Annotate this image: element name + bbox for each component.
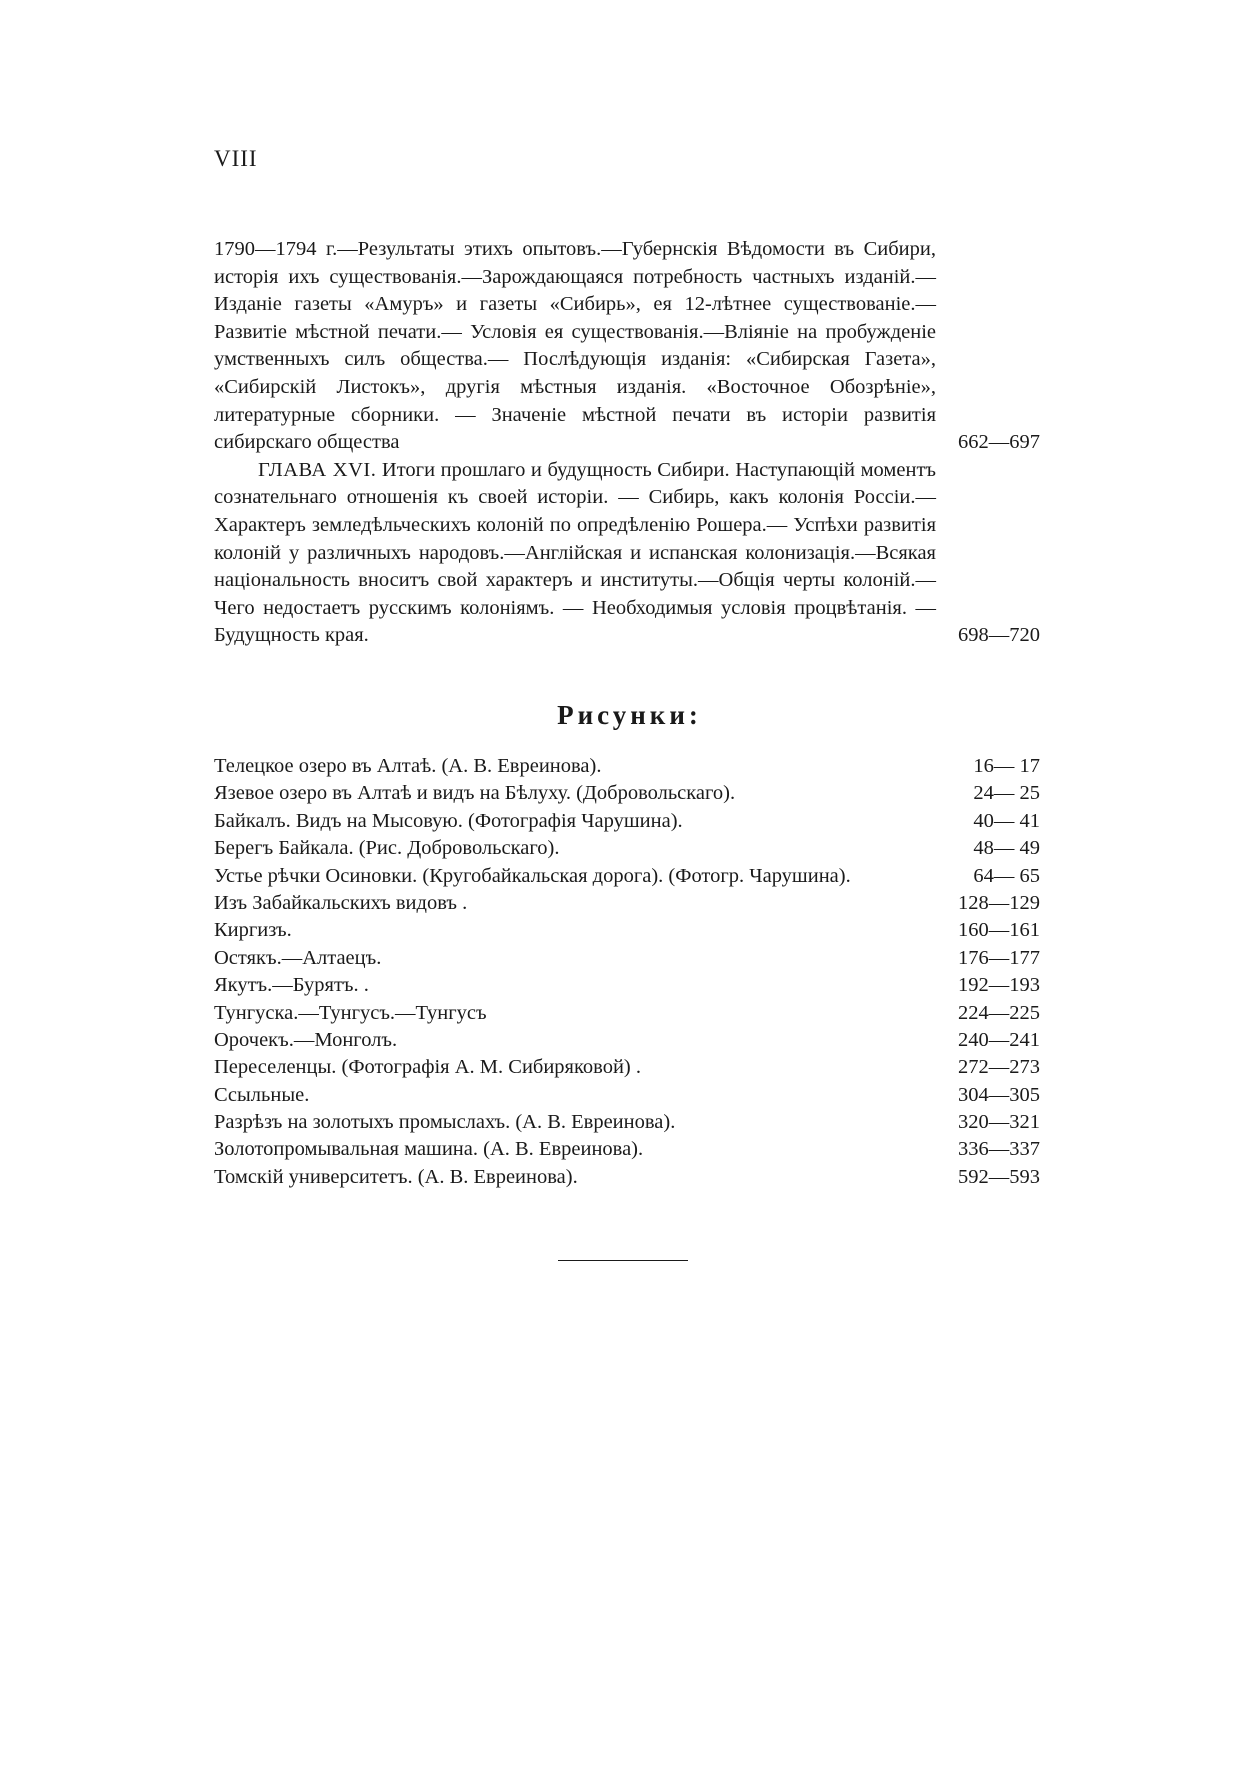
figure-pages: 320—321 bbox=[958, 1111, 1040, 1134]
figure-list-item bbox=[214, 917, 1040, 944]
figure-list-item bbox=[214, 945, 1040, 972]
figure-pages: 16— 17 bbox=[973, 755, 1040, 777]
toc-entry-pages: 662—697 bbox=[958, 431, 1040, 454]
figure-list-item bbox=[214, 753, 1040, 780]
figure-list-item bbox=[214, 835, 1040, 862]
figure-caption: Берегъ Байкала. (Рис. Добровольскаго). bbox=[214, 837, 560, 860]
figure-pages: 64— 65 bbox=[973, 864, 1040, 887]
figures-list bbox=[214, 753, 1040, 1191]
figure-pages: 24— 25 bbox=[973, 782, 1040, 805]
toc-entry-chapter-15-end bbox=[214, 236, 1040, 457]
figure-caption: Томскій университетъ. (А. В. Евреинова). bbox=[214, 1165, 578, 1188]
figure-list-item bbox=[214, 1000, 1040, 1027]
figure-caption: Разрѣзъ на золотыхъ промыслахъ. (А. В. Евреинова). bbox=[214, 1111, 676, 1134]
figure-caption: Байкалъ. Видъ на Мысовую. (Фотографія Чарушина). bbox=[214, 809, 683, 832]
figure-pages: 192—193 bbox=[958, 974, 1040, 997]
figure-caption: Тунгуска.—Тунгусъ.—Тунгусъ bbox=[214, 1001, 487, 1024]
figure-pages: 128—129 bbox=[958, 891, 1040, 914]
figure-list-item bbox=[214, 1054, 1040, 1081]
toc-entry-text bbox=[214, 457, 936, 650]
figure-pages: 592—593 bbox=[958, 1165, 1040, 1188]
table-of-contents-continuation bbox=[214, 236, 1040, 650]
figures-section-title: Рисунки: bbox=[557, 700, 702, 730]
figure-pages: 336—337 bbox=[958, 1138, 1040, 1161]
figure-caption: Изъ Забайкальскихъ видовъ . bbox=[214, 891, 468, 914]
figure-list-item bbox=[214, 1027, 1040, 1054]
toc-entry-pages: 698—720 bbox=[958, 624, 1040, 647]
figure-pages: 224—225 bbox=[958, 1001, 1040, 1024]
figure-caption: Золотопромывальная машина. (А. В. Евреинова). bbox=[214, 1138, 644, 1161]
figure-list-item bbox=[214, 780, 1040, 807]
figure-pages: 240—241 bbox=[958, 1028, 1040, 1051]
figure-pages: 304—305 bbox=[958, 1083, 1040, 1106]
figure-list-item bbox=[214, 972, 1040, 999]
figure-pages: 176—177 bbox=[958, 946, 1040, 969]
figure-caption: Телецкое озеро въ Алтаѣ. (А. В. Евреинова). bbox=[214, 755, 602, 777]
chapter-label: ГЛАВА XVI. bbox=[258, 458, 377, 481]
figure-list-item bbox=[214, 890, 1040, 917]
figure-pages: 272—273 bbox=[958, 1056, 1040, 1079]
end-divider-rule bbox=[558, 1260, 688, 1261]
page-number: VIII bbox=[214, 146, 258, 171]
figure-caption: Орочекъ.—Монголъ. bbox=[214, 1028, 398, 1051]
figure-caption: Киргизъ. bbox=[214, 919, 292, 942]
toc-entry-chapter-16 bbox=[214, 457, 1040, 650]
figure-pages: 48— 49 bbox=[973, 837, 1040, 860]
figure-caption: Остякъ.—Алтаецъ. bbox=[214, 946, 382, 969]
chapter-summary: Итоги прошлаго и будущность Сибири. Наступающій моментъ сознательнаго отношенія къ своей исторіи. — Сибирь, какъ колонія Россіи.—Характеръ земледѣльческихъ колоній по опредѣленію Рошера.— Успѣхи развитія колоній у различныхъ народовъ.—Англійская и испанская колонизація.—Всякая національность вноситъ свой характеръ и институты.—Общія черты колоній.—Чего недостаетъ русскимъ колоніямъ. — Необходимыя условія процвѣтанія. — Будущность края. bbox=[214, 458, 937, 647]
toc-entry-text: 1790—1794 г.—Результаты этихъ опытовъ.—Губернскія Вѣдомости въ Сибири, исторія ихъ существованія.—Зарождающаяся потребность частныхъ изданій.—Изданіе газеты «Амуръ» и газеты «Сибирь», ея 12-лѣтнее существованіе.— Развитіе мѣстной печати.— Условія ея существованія.—Вліяніе на пробужденіе умственныхъ силъ общества.— Послѣдующія изданія: «Сибирская Газета», «Сибирскій Листокъ», другія мѣстныя изданія. «Восточное Обозрѣніе», литературные сборники. — Значеніе мѣстной печати въ исторіи развитія сибирскаго общества bbox=[214, 238, 936, 454]
figure-caption: Якутъ.—Бурятъ. . bbox=[214, 974, 369, 997]
figure-list-item bbox=[214, 1136, 1040, 1163]
figure-pages: 40— 41 bbox=[973, 809, 1040, 832]
figure-caption: Ссыльные. bbox=[214, 1083, 310, 1106]
figure-list-item bbox=[214, 808, 1040, 835]
figure-caption: Устье рѣчки Осиновки. (Кругобайкальская дорога). (Фотогр. Чарушина). bbox=[214, 864, 851, 887]
figure-list-item bbox=[214, 1164, 1040, 1191]
figure-caption: Переселенцы. (Фотографія А. М. Сибиряковой) . bbox=[214, 1056, 641, 1079]
figure-list-item bbox=[214, 1082, 1040, 1109]
figure-pages: 160—161 bbox=[958, 919, 1040, 942]
figure-list-item bbox=[214, 863, 1040, 890]
figure-list-item bbox=[214, 1109, 1040, 1136]
figure-caption: Язевое озеро въ Алтаѣ и видъ на Бѣлуху. (Добровольскаго). bbox=[214, 782, 736, 805]
